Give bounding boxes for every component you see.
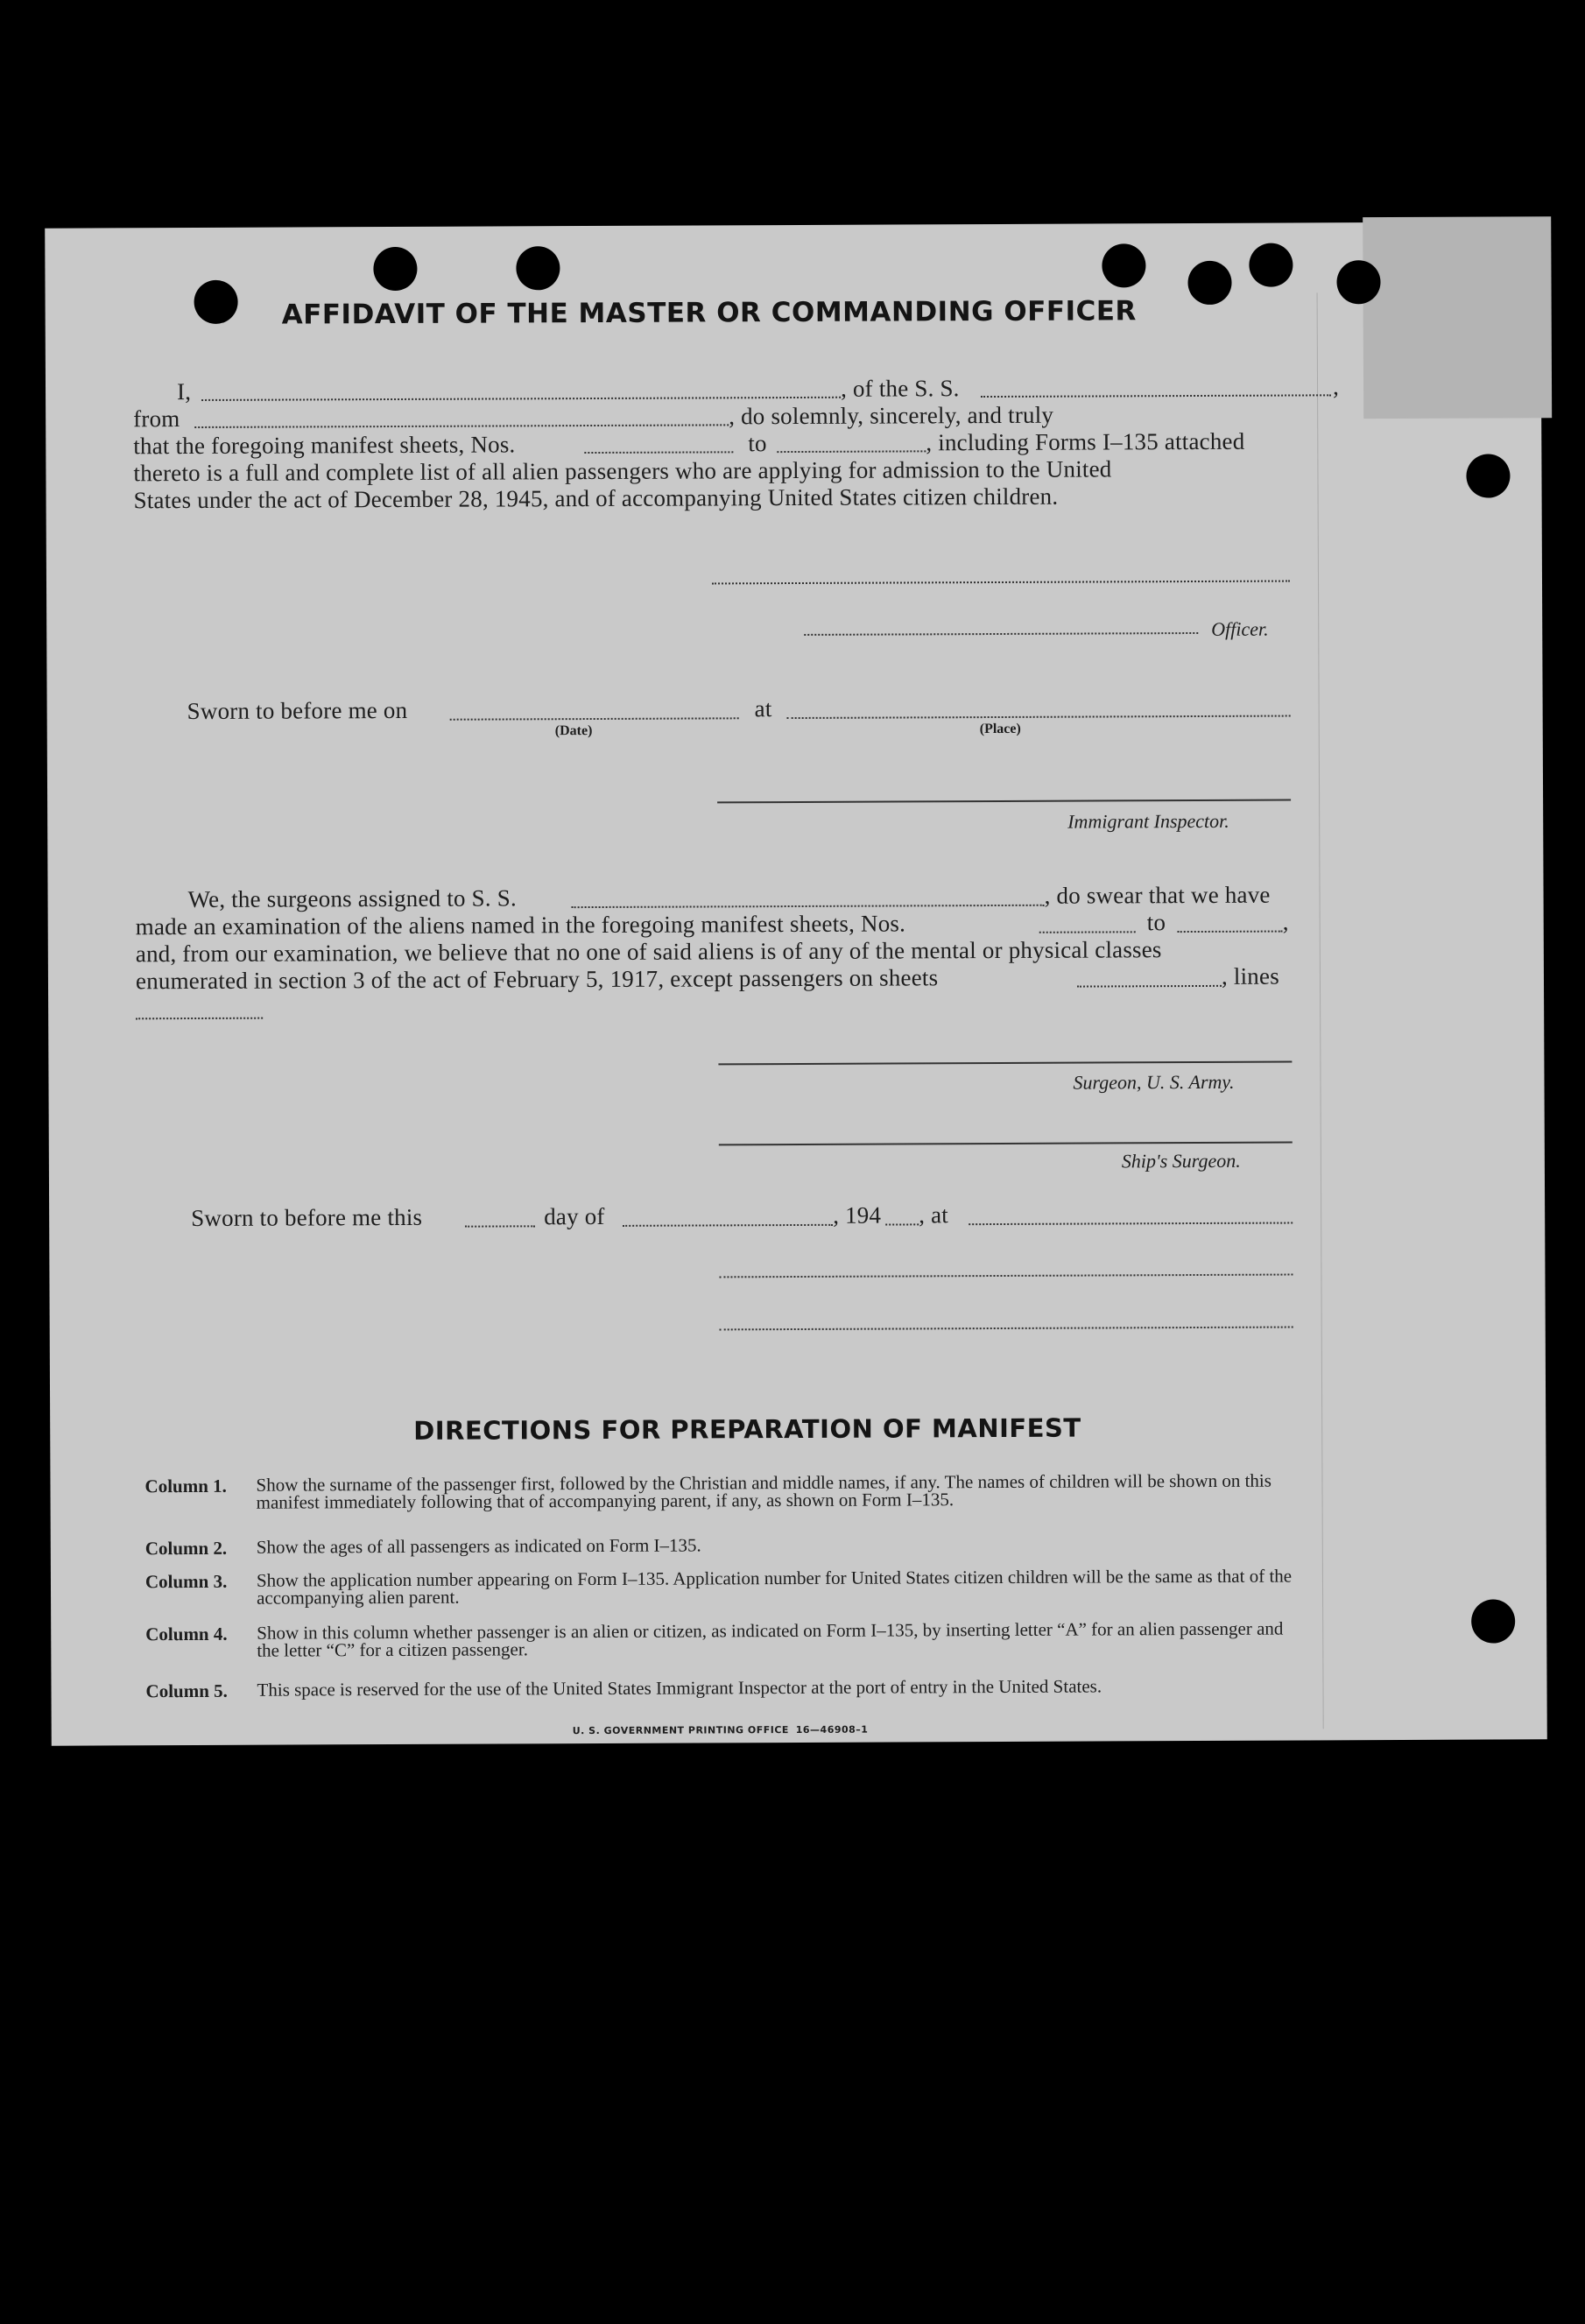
affidavit-line3-to: to	[748, 430, 767, 457]
affidavit-line5: States under the act of December 28, 1945, and of accompanying United States citizen children.	[133, 482, 1059, 514]
affidavit-line1-end: ,	[1332, 373, 1340, 400]
corner-tab	[1363, 216, 1552, 419]
master-signature-line[interactable]	[712, 581, 1290, 585]
surgeons-sheets-from-field[interactable]	[1039, 931, 1136, 933]
punch-hole	[1336, 260, 1380, 304]
place-caption: (Place)	[979, 721, 1021, 737]
affidavit-line1-start: I,	[176, 378, 192, 405]
column-2-text: Show the ages of all passengers as indicated on Form I–135.	[256, 1534, 701, 1558]
punch-hole	[1187, 261, 1231, 305]
punch-hole	[1102, 243, 1145, 287]
printer-imprint: U. S. GOVERNMENT PRINTING OFFICE	[572, 1724, 789, 1737]
officer-caption: Officer.	[1211, 617, 1269, 640]
column-4-text: Show in this column whether passenger is an alien or citizen, as indicated on Form I–135, by inserting letter “A” for an alien passenger and the letter “C” for a citizen passenger.	[257, 1617, 1284, 1661]
column-3-text: Show the application number appearing on Form I–135. Application number for United States citizen children will be the same as that of the accompanying alien parent.	[256, 1565, 1293, 1609]
surgeons-ship-field[interactable]	[572, 905, 1045, 908]
affidavit-line1-mid: , of the S. S.	[840, 375, 960, 402]
column-1-text: Show the surname of the passenger first, followed by the Christian and middle names, if any. The names of children will be shown on this manifest immediately following that of accompanying parent, if any, as shown on Form I–135.	[256, 1469, 1272, 1513]
affidavit-line3-start: that the foregoing manifest sheets, Nos.	[133, 431, 516, 460]
ship-name-field[interactable]	[981, 394, 1331, 398]
surgeons-line4-end: , lines	[1221, 962, 1279, 989]
surgeons-line4-start: enumerated in section 3 of the act of February 5, 1917, except passengers on sheets	[135, 964, 939, 995]
punch-hole	[516, 246, 560, 290]
punch-hole	[194, 280, 237, 324]
column-5-text: This space is reserved for the use of the United States Immigrant Inspector at the port of entry in the United States.	[257, 1675, 1102, 1701]
inspector-signature-line-2[interactable]	[719, 1274, 1293, 1278]
inspector-title-line[interactable]	[720, 1327, 1293, 1331]
ship-surgeon-signature-line[interactable]	[719, 1142, 1293, 1146]
inspector-caption: Immigrant Inspector.	[1067, 809, 1229, 833]
sworn-month-field[interactable]	[623, 1224, 833, 1227]
except-lines-field[interactable]	[136, 1018, 263, 1020]
directions-heading: DIRECTIONS FOR PREPARATION OF MANIFEST	[413, 1412, 1081, 1446]
sworn-year-field[interactable]	[885, 1223, 919, 1225]
affidavit-line3-end: , including Forms I–135 attached	[926, 427, 1245, 456]
sworn-place2-field[interactable]	[969, 1222, 1293, 1226]
punch-hole	[1249, 243, 1293, 287]
army-surgeon-caption: Surgeon, U. S. Army.	[1073, 1070, 1235, 1094]
form-sheet	[45, 222, 1547, 1745]
sworn-day-of-text: day of	[544, 1202, 605, 1230]
sworn-day-field[interactable]	[465, 1225, 535, 1227]
form-code: 16—46908–1	[795, 1723, 869, 1736]
except-sheets-field[interactable]	[1077, 985, 1222, 988]
surgeons-line2-end: ,	[1282, 908, 1289, 935]
master-name-field[interactable]	[201, 397, 841, 401]
affidavit-line2-end: , do solemnly, sincerely, and truly	[729, 401, 1054, 430]
date-caption: (Date)	[554, 723, 593, 739]
inspector-signature-line[interactable]	[717, 799, 1291, 804]
sworn-year-text: , 194	[833, 1201, 882, 1229]
affidavit-heading: AFFIDAVIT OF THE MASTER OR COMMANDING OFFICER	[281, 295, 1137, 331]
column-1-label: Column 1.	[144, 1475, 227, 1497]
sheets-to-field[interactable]	[777, 450, 926, 453]
column-2-label: Column 2.	[144, 1537, 228, 1560]
army-surgeon-signature-line[interactable]	[718, 1061, 1292, 1066]
sworn-on-text: Sworn to before me on	[187, 696, 408, 725]
affidavit-line2-start: from	[133, 405, 180, 433]
column-4-label: Column 4.	[145, 1623, 228, 1645]
punch-hole	[1466, 454, 1510, 497]
sworn-this-text: Sworn to before me this	[191, 1203, 423, 1232]
surgeons-line2-to: to	[1146, 909, 1166, 936]
surgeons-line1-start: We, the surgeons assigned to S. S.	[187, 884, 518, 913]
sworn-date-field[interactable]	[450, 717, 739, 720]
sheets-from-field[interactable]	[584, 451, 733, 454]
margin-line	[1317, 292, 1324, 1729]
port-from-field[interactable]	[194, 424, 729, 428]
affidavit-line4: thereto is a full and complete list of all alien passengers who are applying for admission to the United	[133, 455, 1112, 487]
sworn-at2-text: , at	[919, 1201, 949, 1229]
column-5-label: Column 5.	[145, 1680, 228, 1702]
surgeons-sheets-to-field[interactable]	[1178, 931, 1283, 933]
surgeons-line2-start: made an examination of the aliens named in the foregoing manifest sheets, Nos.	[135, 910, 906, 940]
sworn-place-field[interactable]	[787, 715, 1291, 720]
column-3-label: Column 3.	[144, 1570, 228, 1593]
surgeons-line1-end: , do swear that we have	[1044, 881, 1271, 909]
punch-hole	[373, 247, 417, 291]
surgeons-line3: and, from our examination, we believe that no one of said aliens is of any of the mental or physical classes	[135, 936, 1162, 968]
officer-signature-line[interactable]	[804, 632, 1198, 636]
punch-hole	[1471, 1599, 1515, 1643]
ship-surgeon-caption: Ship's Surgeon.	[1121, 1149, 1241, 1173]
sworn-at-text: at	[754, 695, 772, 722]
